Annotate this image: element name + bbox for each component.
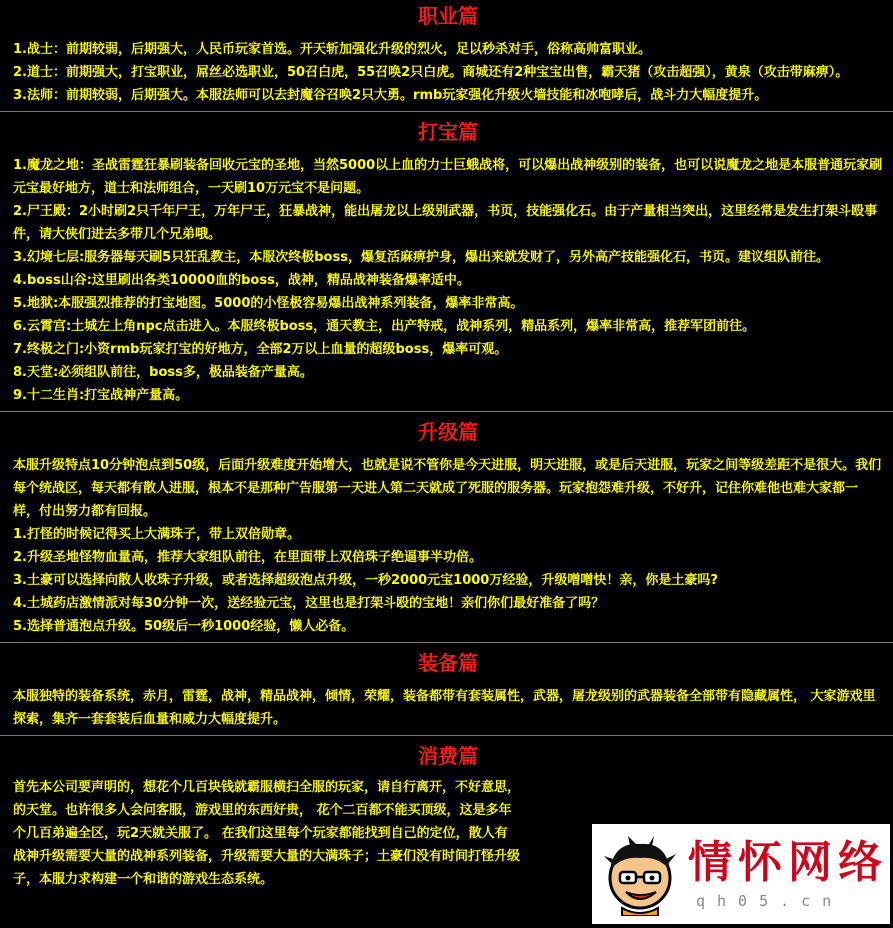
cartoon-face-icon bbox=[600, 834, 680, 916]
section-title: 升级篇 bbox=[418, 420, 478, 444]
paragraph: 1.打怪的时候记得买上大满珠子，带上双倍勋章。 bbox=[13, 527, 300, 542]
watermark-logo bbox=[592, 824, 890, 924]
paragraph: 首先本公司要声明的，想花个几百块钱就霸服横扫全服的玩家，请自行离开，不好意思， bbox=[13, 780, 521, 795]
paragraph: 战神升级需要大量的战神系列装备，升级需要大量的大满珠子；土豪们没有时间打怪升级 bbox=[13, 849, 521, 864]
paragraph: 个几百弟遍全区，玩2天就关服了。 在我们这里每个玩家都能找到自己的定位，散人有 bbox=[13, 826, 508, 841]
section-title: 打宝篇 bbox=[418, 120, 478, 144]
paragraph: 1.魔龙之地：圣战雷霆狂暴刷装备回收元宝的圣地，当然5000以上血的力士巨蛾战将，可以爆出战神级别的装备，也可以说魔龙之地是本服普通玩家刷元宝最好地方，道士和法师组合，一天刷10万元宝不是问题。 bbox=[13, 158, 883, 196]
section-loot bbox=[13, 112, 883, 411]
paragraph: 4.boss山谷:这里刷出各类10000血的boss，战神，精品战神装备爆率适中。 bbox=[13, 273, 470, 288]
paragraph: 3.法师：前期较弱，后期强大。本服法师可以去封魔谷召唤2只大勇。rmb玩家强化升级火墙技能和冰咆哮后，战斗力大幅度提升。 bbox=[13, 88, 768, 103]
paragraph: 2.道士：前期强大，打宝职业，屌丝必选职业，50召白虎，55召唤2只白虎。商城还有2种宝宝出售，霸天猪（攻击超强），黄泉（攻击带麻痹）。 bbox=[13, 65, 849, 80]
paragraph: 子，本服力求构建一个和谐的游戏生态系统。 bbox=[13, 872, 274, 887]
paragraph: 3.土豪可以选择向散人收珠子升级，或者选择超级泡点升级，一秒2000元宝1000万经验，升级噌噌快！亲，你是土豪吗? bbox=[13, 573, 718, 588]
paragraph: 1.战士：前期较弱，后期强大，人民币玩家首选。开天斩加强化升级的烈火，足以秒杀对手，俗称高帅富职业。 bbox=[13, 42, 651, 57]
paragraph: 本服独特的装备系统，赤月，雷霆，战神，精品战神，倾情，荣耀，装备都带有套装属性，武器，屠龙级别的武器装备全部带有隐藏属性， 大家游戏里探索，集齐一套套装后血量和威力大幅度提升。 bbox=[13, 689, 876, 727]
paragraph: 8.天堂:必须组队前往，boss多，极品装备产量高。 bbox=[13, 365, 313, 380]
paragraph: 的天堂。也许很多人会问客服，游戏里的东西好贵， 花个二百都不能买顶级，这是多年 bbox=[13, 803, 512, 818]
watermark-url: qh05.cn bbox=[696, 892, 844, 910]
paragraph: 4.土城药店激情派对每30分钟一次，送经验元宝，这里也是打架斗殴的宝地！亲们你们最好准备了吗？ bbox=[13, 596, 605, 611]
paragraph: 5.选择普通泡点升级。50级后一秒1000经验，懒人必备。 bbox=[13, 619, 355, 634]
paragraph: 9.十二生肖:打宝战神产量高。 bbox=[13, 388, 189, 403]
paragraph: 5.地狱:本服强烈推荐的打宝地图。5000的小怪极容易爆出战神系列装备，爆率非常高。 bbox=[13, 296, 524, 311]
section-title: 职业篇 bbox=[418, 4, 478, 28]
paragraph: 本服升级特点10分钟泡点到50级，后面升级难度开始增大，也就是说不管你是今天进服，明天进服，或是后天进服，玩家之间等级差距不是很大。我们每个统战区，每天都有散人进服，根本不是那种广告服第一天进人第二天就成了死服的服务器。玩家抱怨难升级，不好升，记住你难他也难大家都一样，付出努力都有回报。 bbox=[13, 458, 882, 519]
paragraph: 7.终极之门:小资rmb玩家打宝的好地方，全部2万以上血量的超级boss，爆率可观。 bbox=[13, 342, 508, 357]
section-title: 装备篇 bbox=[418, 651, 478, 675]
section-title: 消费篇 bbox=[418, 744, 478, 768]
section-leveling bbox=[13, 412, 883, 642]
watermark-brand: 情怀网络 bbox=[688, 837, 888, 888]
section-careers bbox=[13, 0, 883, 111]
paragraph: 2.升级圣地怪物血量高，推荐大家组队前往，在里面带上双倍珠子绝逼事半功倍。 bbox=[13, 550, 482, 565]
paragraph: 2.尸王殿：2小时刷2只千年尸王，万年尸王，狂暴战神，能出屠龙以上级别武器，书页，技能强化石。由于产量相当突出，这里经常是发生打架斗殴事件，请大侠们进去多带几个兄弟哦。 bbox=[13, 204, 878, 242]
paragraph: 6.云霄宫:土城左上角npc点击进入。本服终极boss，通天教主，出产特戒，战神系列，精品系列，爆率非常高，推荐军团前往。 bbox=[13, 319, 756, 334]
paragraph: 3.幻境七层:服务器每天刷5只狂乱教主，本服次终极boss，爆复活麻痹护身，爆出来就发财了，另外高产技能强化石，书页。建议组队前往。 bbox=[13, 250, 829, 265]
section-equipment bbox=[13, 643, 883, 735]
